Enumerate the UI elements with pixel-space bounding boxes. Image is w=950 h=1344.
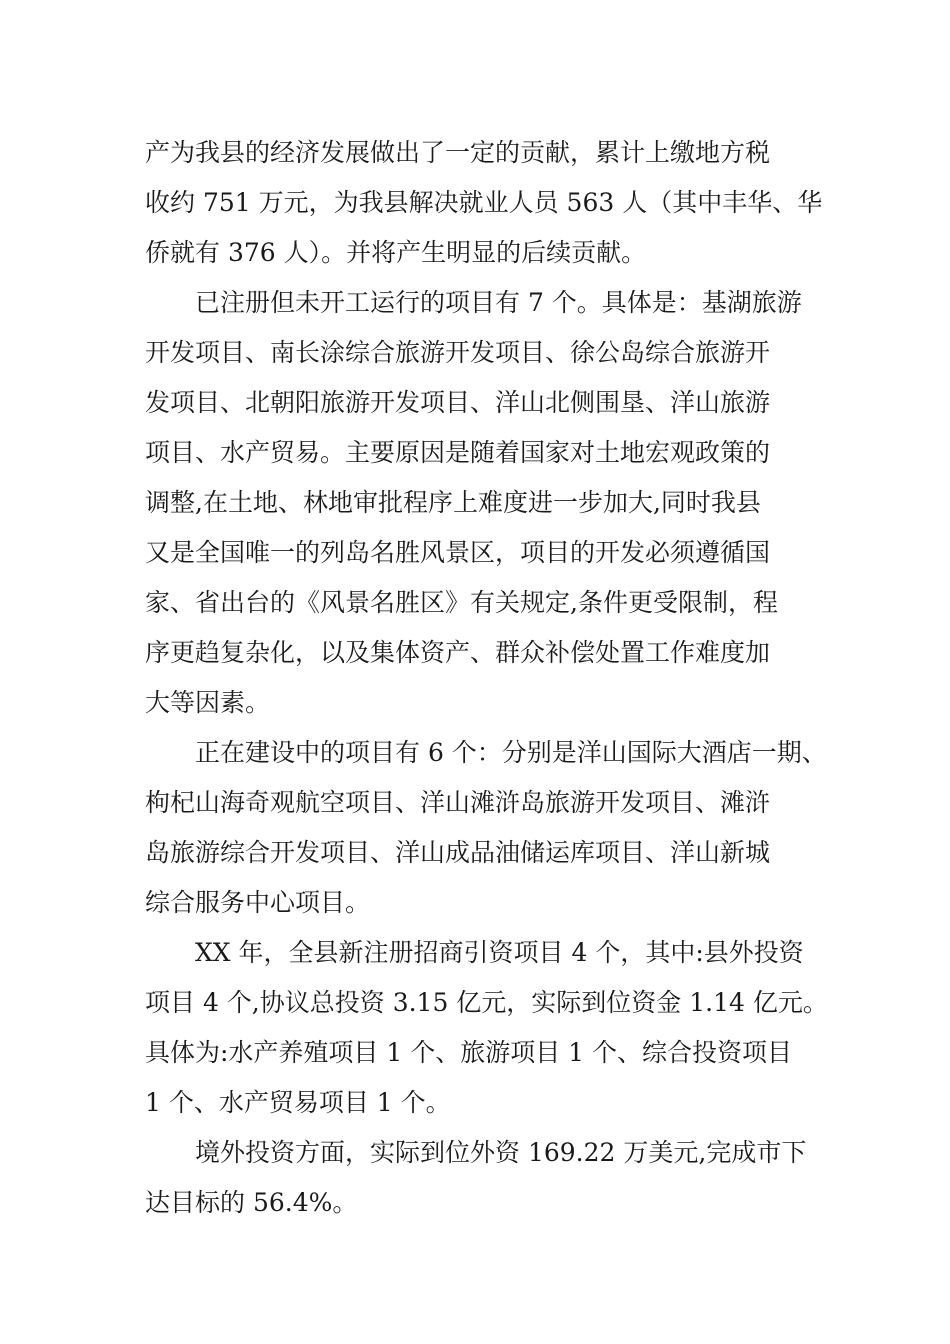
text-line: 项目 4 个,协议总投资 3.15 亿元，实际到位资金 1.14 亿元。 [145,988,828,1017]
text-line: 产为我县的经济发展做出了一定的贡献，累计上缴地方税 [145,138,771,167]
text-line: 综合服务中心项目。 [145,888,371,917]
text-line: 又是全国唯一的列岛名胜风景区，项目的开发必须遵循国 [145,538,771,567]
text-line: 序更趋复杂化，以及集体资产、群众补偿处置工作难度加 [145,638,771,667]
text-line: 开发项目、南长涂综合旅游开发项目、徐公岛综合旅游开 [145,338,771,367]
paragraph-first-line: 境外投资方面，实际到位外资 169.22 万美元,完成市下 [195,1138,807,1167]
text-line: 发项目、北朝阳旅游开发项目、洋山北侧围垦、洋山旅游 [145,388,771,417]
paragraph-first-line: 已注册但未开工运行的项目有 7 个。具体是：基湖旅游 [195,288,802,317]
text-line: 1 个、水产贸易项目 1 个。 [145,1088,451,1117]
text-line: 枸杞山海奇观航空项目、洋山滩浒岛旅游开发项目、滩浒 [145,788,771,817]
text-line: 收约 751 万元，为我县解决就业人员 563 人（其中丰华、华 [145,188,823,217]
text-line: 达目标的 56.4%。 [145,1188,358,1217]
text-line: 项目、水产贸易。主要原因是随着国家对土地宏观政策的 [145,438,771,467]
document-body [145,128,828,1228]
text-line: 调整,在土地、林地审批程序上难度进一步加大,同时我县 [145,488,761,517]
text-line: 大等因素。 [145,688,271,717]
text-line: 岛旅游综合开发项目、洋山成品油储运库项目、洋山新城 [145,838,771,867]
text-line: 侨就有 376 人）。并将产生明显的后续贡献。 [145,238,647,267]
text-line: 家、省出台的《风景名胜区》有关规定,条件更受限制，程 [145,588,778,617]
paragraph-first-line: XX 年，全县新注册招商引资项目 4 个，其中:县外投资 [195,938,804,967]
paragraph-first-line: 正在建设中的项目有 6 个：分别是洋山国际大酒店一期、 [195,738,827,767]
text-line: 具体为:水产养殖项目 1 个、旅游项目 1 个、综合投资项目 [145,1038,793,1067]
